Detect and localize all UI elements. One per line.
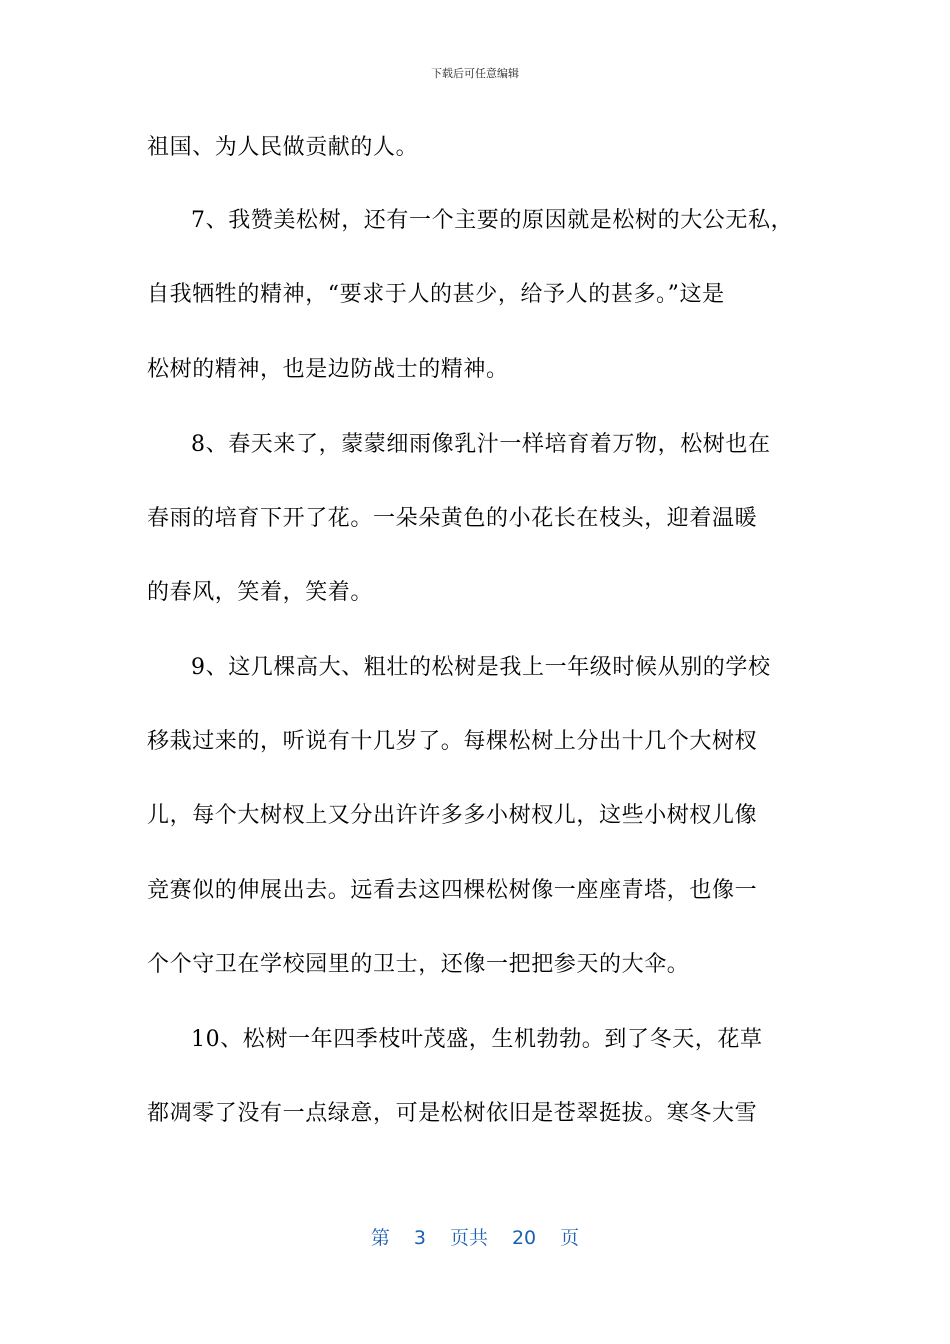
text-line: 祖国、为人民做贡献的人。 bbox=[147, 135, 419, 160]
footer-page-suffix: 页 bbox=[560, 1227, 580, 1249]
paragraph-9-line-1: 9、这几棵高大、粗壮的松树是我上一年级时候从别的学校 bbox=[191, 655, 771, 680]
text-line: 个个守卫在学校园里的卫士，还像一把把参天的大伞。 bbox=[147, 952, 690, 977]
footer-page-number: 3 bbox=[413, 1227, 426, 1249]
text-line: 都凋零了没有一点绿意，可是松树依旧是苍翠挺拔。寒冬大雪 bbox=[147, 1101, 758, 1126]
text-line: 的春风，笑着，笑着。 bbox=[147, 580, 374, 605]
text-line: 儿，每个大树杈上又分出许许多多小树杈儿，这些小树杈儿像 bbox=[147, 803, 758, 828]
text-line: 自我牺牲的精神，“要求于人的甚少，给予人的甚多。”这是 bbox=[147, 282, 725, 307]
page-footer bbox=[0, 1224, 950, 1252]
text-line: 移栽过来的，听说有十几岁了。每棵松树上分出十几个大树杈 bbox=[147, 729, 758, 754]
page-header: 下载后可任意编辑 bbox=[431, 67, 519, 80]
footer-page-prefix: 第 bbox=[370, 1227, 390, 1249]
text-line: 松树的精神，也是边防战士的精神。 bbox=[147, 357, 509, 382]
text-line: 春雨的培育下开了花。一朵朵黄色的小花长在枝头，迎着温暖 bbox=[147, 506, 758, 531]
paragraph-10-line-1: 10、松树一年四季枝叶茂盛，生机勃勃。到了冬天，花草 bbox=[191, 1027, 763, 1052]
paragraph-7-line-1: 7、我赞美松树，还有一个主要的原因就是松树的大公无私， bbox=[191, 208, 794, 233]
footer-page-middle: 页共 bbox=[449, 1227, 488, 1249]
paragraph-8-line-1: 8、春天来了，蒙蒙细雨像乳汁一样培育着万物，松树也在 bbox=[191, 432, 771, 457]
text-line: 竞赛似的伸展出去。远看去这四棵松树像一座座青塔，也像一 bbox=[147, 878, 758, 903]
footer-total-pages: 20 bbox=[511, 1227, 537, 1249]
